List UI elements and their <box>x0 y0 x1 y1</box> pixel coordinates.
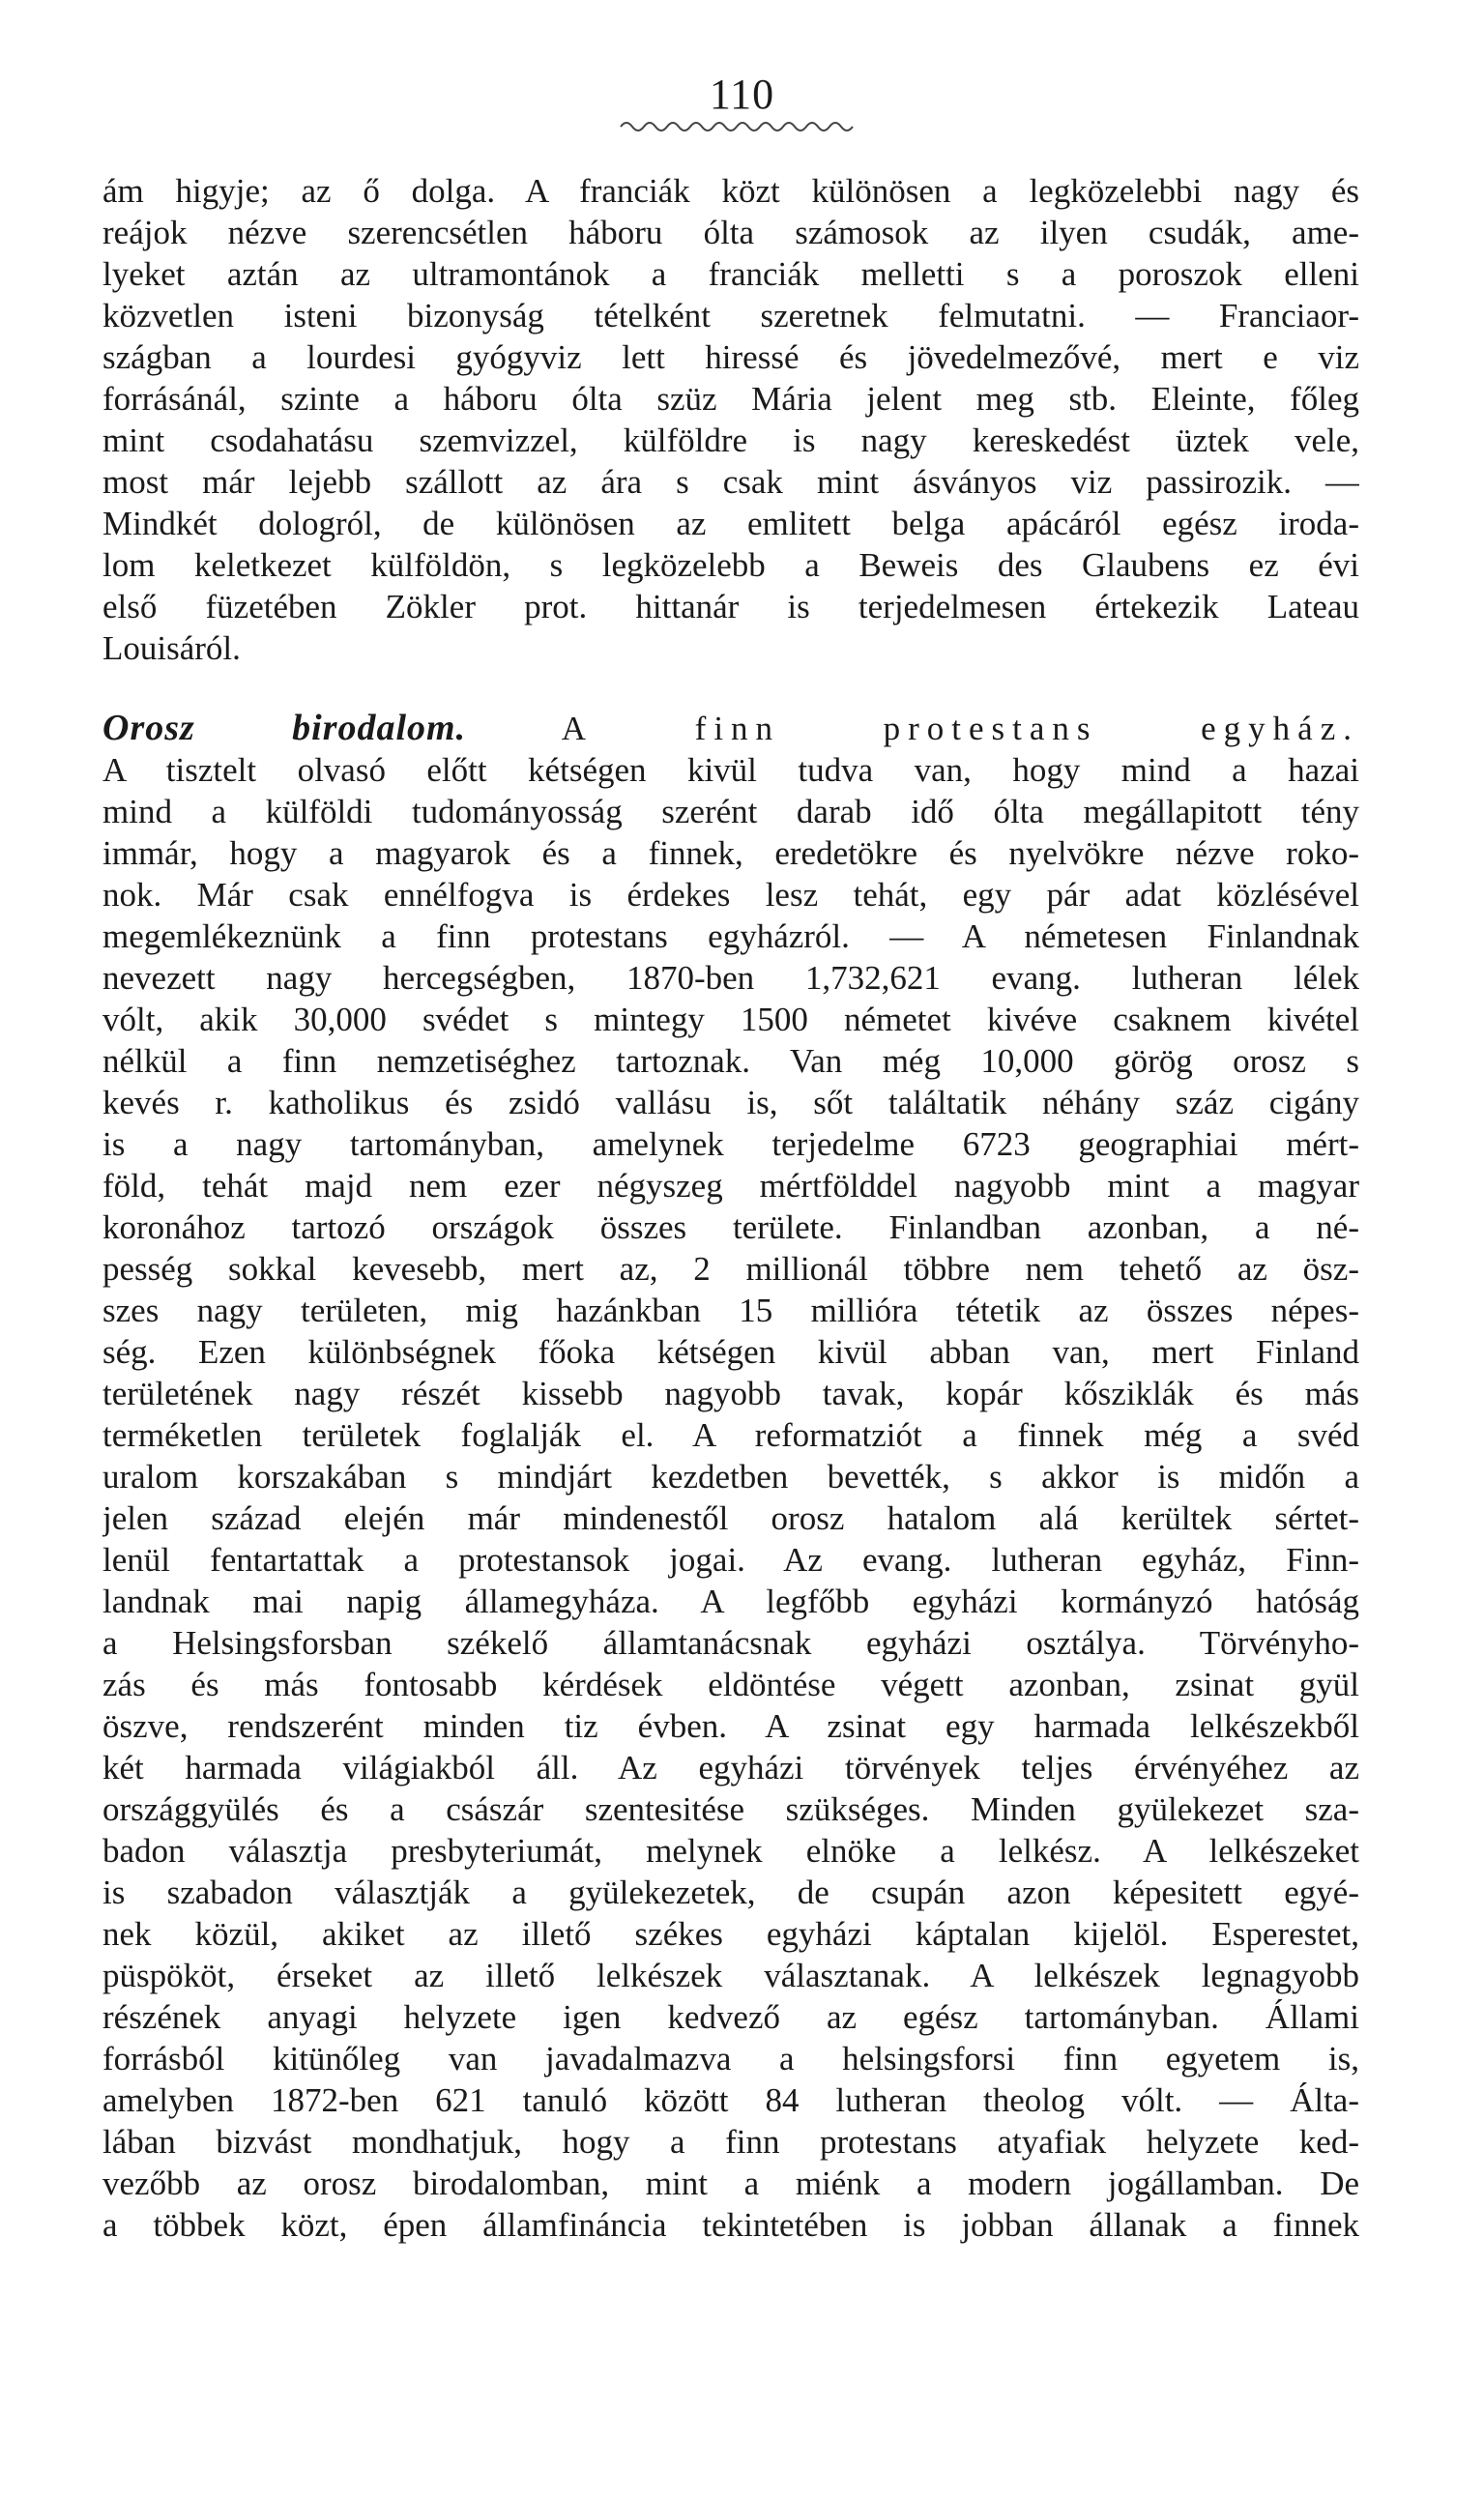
text-line: landnak mai napig államegyháza. A legfőbb egyházi kormányzó hatóság <box>102 1583 1359 1620</box>
text-line: szes nagy területen, mig hazánkban 15 millióra tétetik az összes népes- <box>102 1292 1359 1329</box>
text-line: országgyülés és a császár szentesitése szükséges. Minden gyülekezet sza- <box>102 1790 1359 1828</box>
text-line: püspököt, érseket az illető lelkészek választanak. A lelkészek legnagyobb <box>102 1957 1359 1994</box>
text-line: két harmada világiakból áll. Az egyházi törvények teljes érvényéhez az <box>102 1749 1359 1787</box>
text-line: ám higyje; az ő dolga. A franciák közt különösen a legközelebbi nagy és <box>102 172 1359 210</box>
text-line: terméketlen területek foglalják el. A reformatziót a finnek még a svéd <box>102 1416 1359 1454</box>
text-line: forrásból kitünőleg van javadalmazva a helsingsforsi finn egyetem is, <box>102 2040 1359 2078</box>
text-line: közvetlen isteni bizonyság tételként szeretnek felmutatni. — Franciaor- <box>102 297 1359 334</box>
paragraph-1 <box>102 170 1359 669</box>
page-number: 110 <box>709 71 775 118</box>
text-line: megemlékeznünk a finn protestans egyházról. — A németesen Finlandnak <box>102 917 1359 955</box>
text-line: területének nagy részét kissebb nagyobb tavak, kopár kősziklák és más <box>102 1375 1359 1412</box>
text-line: Mindkét dologról, de különösen az emlitett belga apácáról egész iroda- <box>102 505 1359 542</box>
paragraph-2 <box>102 749 1359 2246</box>
text-line: első füzetében Zökler prot. hittanár is terjedelmesen értekezik Lateau <box>102 588 1359 625</box>
text-line: uralom korszakában s mindjárt kezdetben bevették, s akkor is midőn a <box>102 1458 1359 1496</box>
text-body <box>102 170 1359 2246</box>
text-line: a Helsingsforsban székelő államtanácsnak egyházi osztálya. Törvényho- <box>102 1624 1359 1662</box>
text-line: nok. Már csak ennélfogva is érdekes lesz tehát, egy pár adat közlésével <box>102 876 1359 914</box>
text-line: forrásánál, szinte a háboru ólta szüz Mária jelent meg stb. Eleinte, főleg <box>102 380 1359 418</box>
text-line: A tisztelt olvasó előtt kétségen kivül tudva van, hogy mind a hazai <box>102 751 1359 789</box>
text-line: szágban a lourdesi gyógyviz lett hiressé és jövedelmezővé, mert e viz <box>102 338 1359 376</box>
text-line: pesség sokkal kevesebb, mert az, 2 millionál többre nem tehető az ösz- <box>102 1250 1359 1288</box>
text-line: nevezett nagy hercegségben, 1870-ben 1,732,621 evang. lutheran lélek <box>102 959 1359 997</box>
section-heading <box>102 708 1359 749</box>
text-line: most már lejebb szállott az ára s csak mint ásványos viz passirozik. — <box>102 463 1359 501</box>
section-title: Orosz birodalom. <box>102 708 467 748</box>
text-line: Louisáról. <box>102 629 241 667</box>
text-line: lom keletkezet külföldön, s legközelebb a Beweis des Glaubens ez évi <box>102 546 1359 584</box>
section-subtitle: A finn protestans egyház. <box>561 710 1359 747</box>
text-line: ség. Ezen különbségnek főoka kétségen kivül abban van, mert Finland <box>102 1333 1359 1371</box>
text-line: öszve, rendszerént minden tiz évben. A zsinat egy harmada lelkészekből <box>102 1707 1359 1745</box>
text-line: badon választja presbyteriumát, melynek elnöke a lelkész. A lelkészeket <box>102 1832 1359 1870</box>
text-line: lyeket aztán az ultramontánok a franciák melletti s a poroszok elleni <box>102 255 1359 293</box>
text-line: reájok nézve szerencsétlen háboru ólta számosok az ilyen csudák, ame- <box>102 214 1359 251</box>
wavy-ornament <box>619 116 860 137</box>
text-line: a többek közt, épen államfináncia tekintetében is jobban állanak a finnek <box>102 2206 1359 2244</box>
text-line: lában bizvást mondhatjuk, hogy a finn protestans atyafiak helyzete ked- <box>102 2123 1359 2161</box>
text-line: immár, hogy a magyarok és a finnek, eredetökre és nyelvökre nézve roko- <box>102 834 1359 872</box>
text-line: is a nagy tartományban, amelynek terjedelme 6723 geographiai mért- <box>102 1125 1359 1163</box>
text-line: koronához tartozó országok összes területe. Finlandban azonban, a né- <box>102 1208 1359 1246</box>
text-line: vezőbb az orosz birodalomban, mint a miénk a modern jogállamban. De <box>102 2165 1359 2202</box>
text-line: zás és más fontosabb kérdések eldöntése végett azonban, zsinat gyül <box>102 1666 1359 1703</box>
text-line: jelen század elején már mindenestől orosz hatalom alá kerültek sértet- <box>102 1499 1359 1537</box>
text-line: vólt, akik 30,000 svédet s mintegy 1500 németet kivéve csaknem kivétel <box>102 1001 1359 1038</box>
text-line: részének anyagi helyzete igen kedvező az egész tartományban. Állami <box>102 1998 1359 2036</box>
text-line: is szabadon választják a gyülekezetek, de csupán azon képesitett egyé- <box>102 1874 1359 1911</box>
text-line: föld, tehát majd nem ezer négyszeg mértfölddel nagyobb mint a magyar <box>102 1167 1359 1205</box>
text-line: lenül fentartattak a protestansok jogai. Az evang. lutheran egyház, Finn- <box>102 1541 1359 1579</box>
text-line: nek közül, akiket az illető székes egyházi káptalan kijelöl. Esperestet, <box>102 1915 1359 1953</box>
text-line: amelyben 1872-ben 621 tanuló között 84 lutheran theolog vólt. — Álta- <box>102 2081 1359 2119</box>
text-line: kevés r. katholikus és zsidó vallásu is, sőt találtatik néhány száz cigány <box>102 1084 1359 1121</box>
text-line: mint csodahatásu szemvizzel, külföldre is nagy kereskedést üztek vele, <box>102 421 1359 459</box>
text-line: nélkül a finn nemzetiséghez tartoznak. Van még 10,000 görög orosz s <box>102 1042 1359 1080</box>
text-line: mind a külföldi tudományosság szerént darab idő ólta megállapitott tény <box>102 793 1359 830</box>
